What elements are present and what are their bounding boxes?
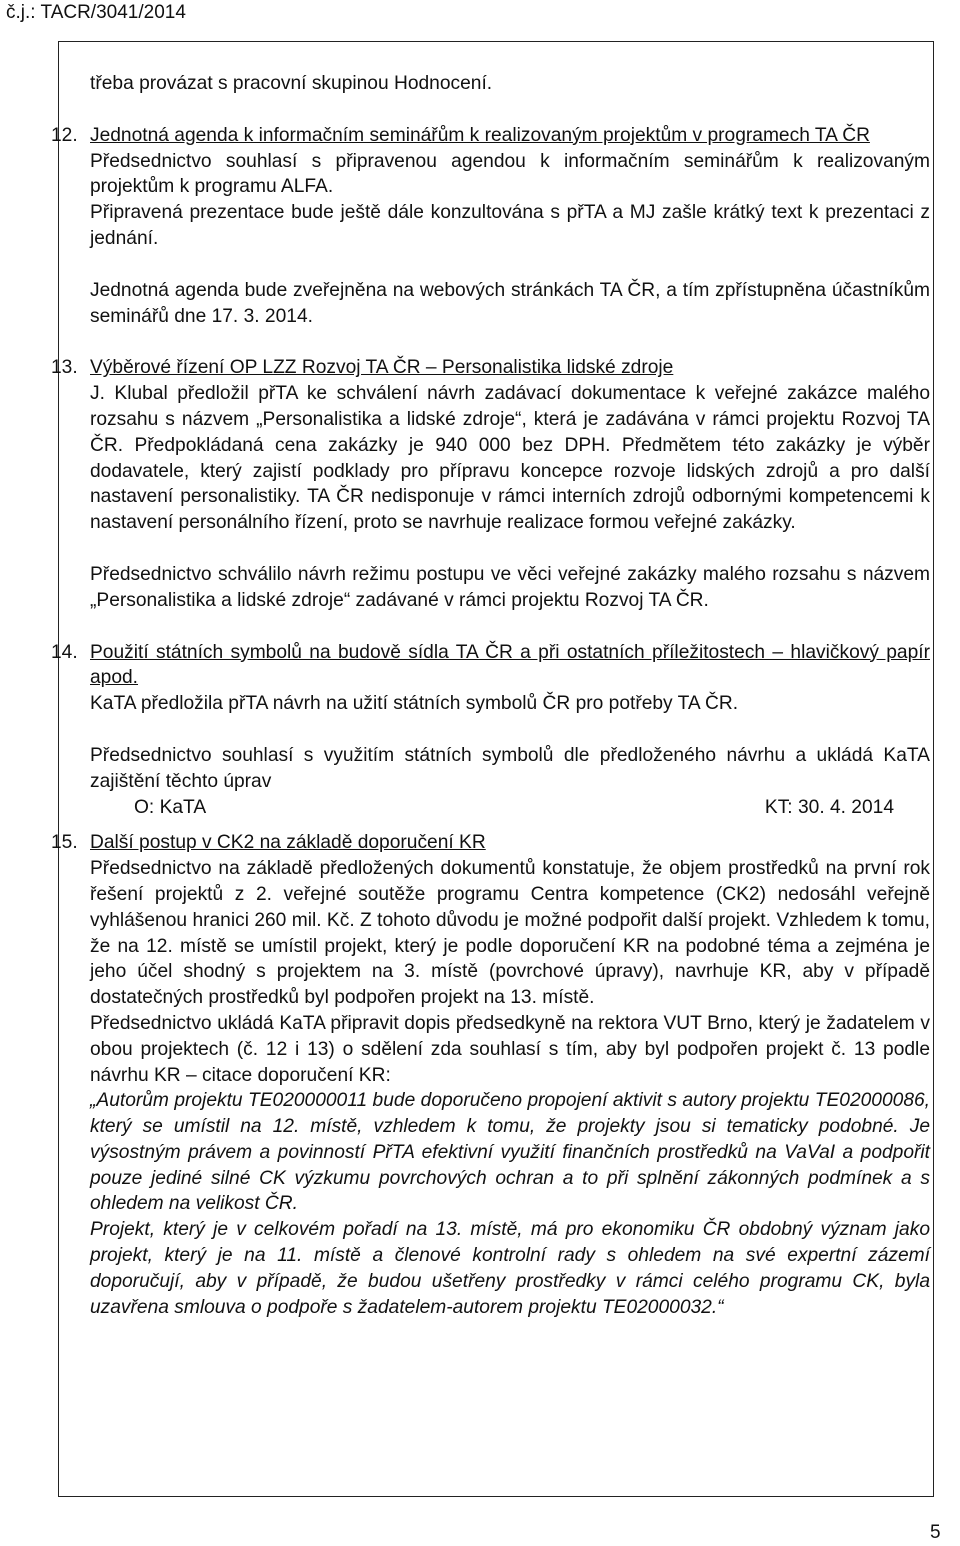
page-number: 5 (930, 1522, 941, 1543)
task-deadline: KT: 30. 4. 2014 (764, 796, 894, 818)
item-paragraph: KaTA předložila přTA návrh na užití státních symbolů ČR pro potřeby TA ČR. (90, 693, 739, 715)
item-paragraph: Předsednictvo schválilo návrh režimu postupu ve věci veřejné zakázky malého rozsahu s názvem „Personalistika a lidské zdroje“ zadávané v rámci projektu Rozvoj TA ČR. (90, 563, 930, 611)
item-number: 12. (51, 124, 78, 146)
item-paragraph: Předsednictvo souhlasí s připravenou agendou k informačním seminářům k realizovaným projektům k programu ALFA. (90, 150, 930, 198)
item-number: 14. (51, 641, 78, 663)
quotation: Projekt, který je v celkovém pořadí na 13. místě, má pro ekonomiku ČR obdobný význam jako projekt, který je na 11. místě a členové kontrolní rady s ohledem na své expertní zázemí doporučují, aby v případě, že budou ušetřeny prostředky v rámci celého programu CK, byla uzavřena smlouva o podpoře s žadatelem-autorem projektu TE02000032.“ (90, 1219, 930, 1318)
task-assignment (90, 795, 930, 821)
item-paragraph: Předsednictvo na základě předložených dokumentů konstatuje, že objem prostředků na první rok řešení projektů z 2. veřejné soutěže programu Centra kompetence (CK2) nedosáhl veřejně vyhlášenou hranici 260 mil. Kč. Z tohoto důvodu je možné podpořit další projekt. Vzhledem k tomu, že na 12. místě se umístil projekt, který je podle doporučení KR na podobné téma a zejména je jeho účel shodný s projektem na 3. místě (povrchové úpravy), navrhuje KR, aby v případě dostatečných prostředků byl podpořen projekt na 13. místě. (90, 858, 930, 1009)
item-paragraph: J. Klubal předložil přTA ke schválení návrh zadávací dokumentace k veřejné zakázce malého rozsahu s názvem „Personalistika a lidské zdroje“, která je zadávána v rámci projektu Rozvoj TA ČR. Předpokládaná cena zakázky je 940 000 bez DPH. Předmětem této zakázky je výběr dodavatele, který zajistí podklady pro přípravu koncepce rozvoje lidských zdrojů a pro další nastavení personalistiky. TA ČR nedisponuje v rámci interních zdrojů odbornými kompetencemi k nastavení personálního řízení, proto se navrhuje realizace formou veřejné zakázky. (90, 383, 930, 534)
intro-text: třeba provázat s pracovní skupinou Hodnocení. (90, 73, 493, 94)
item-13 (51, 355, 930, 613)
item-title: Výběrové řízení OP LZZ Rozvoj TA ČR – Personalistika lidské zdroje (90, 357, 674, 379)
item-paragraph: Připravená prezentace bude ještě dále konzultována s přTA a MJ zašle krátký text k prezentaci z jednání. (90, 202, 930, 249)
item-number: 15. (51, 832, 78, 854)
item-14 (51, 640, 930, 821)
item-15 (51, 830, 930, 1320)
item-12 (51, 123, 930, 330)
item-title: Další postup v CK2 na základě doporučení KR (90, 832, 486, 854)
item-number: 13. (51, 357, 78, 379)
document-body (51, 71, 930, 1320)
quotation: „Autorům projektu TE020000011 bude doporučeno propojení aktivit s autory projektu TE02000086, který se umístil na 12. místě, vzhledem k tomu, že projekty jsou si tematicky podobné. Je výsostným právem a povinností PřTA efektivní využití finančních prostředků na VaVaI a podpořit pouze jediné silné CK výzkumu povrchových ochran a to při splnění zákonných podmínek a s ohledem na velikost ČR. (90, 1090, 930, 1215)
item-paragraph: Předsednictvo ukládá KaTA připravit dopis předsedkyně na rektora VUT Brno, který je žadatelem v obou projektech (č. 12 i 13) o sdělení zda souhlasí s tím, aby byl podpořen projekt č. 13 podle návrhu KR – citace doporučení KR: (90, 1012, 930, 1086)
item-paragraph: Předsednictvo souhlasí s využitím státních symbolů dle předloženého návrhu a ukládá KaTA zajištění těchto úprav (90, 744, 930, 792)
item-paragraph: Jednotná agenda bude zveřejněna na webových stránkách TA ČR, a tím zpřístupněna účastníkům seminářů dne 17. 3. 2014. (90, 279, 930, 327)
item-title: Použití státních symbolů na budově sídla TA ČR a při ostatních příležitostech – hlavičkový papír apod. (90, 641, 930, 689)
item-title: Jednotná agenda k informačním seminářům k realizovaným projektům v programech TA ČR (90, 124, 870, 146)
task-owner: O: KaTA (134, 796, 207, 818)
document-reference: č.j.: TACR/3041/2014 (6, 2, 186, 23)
